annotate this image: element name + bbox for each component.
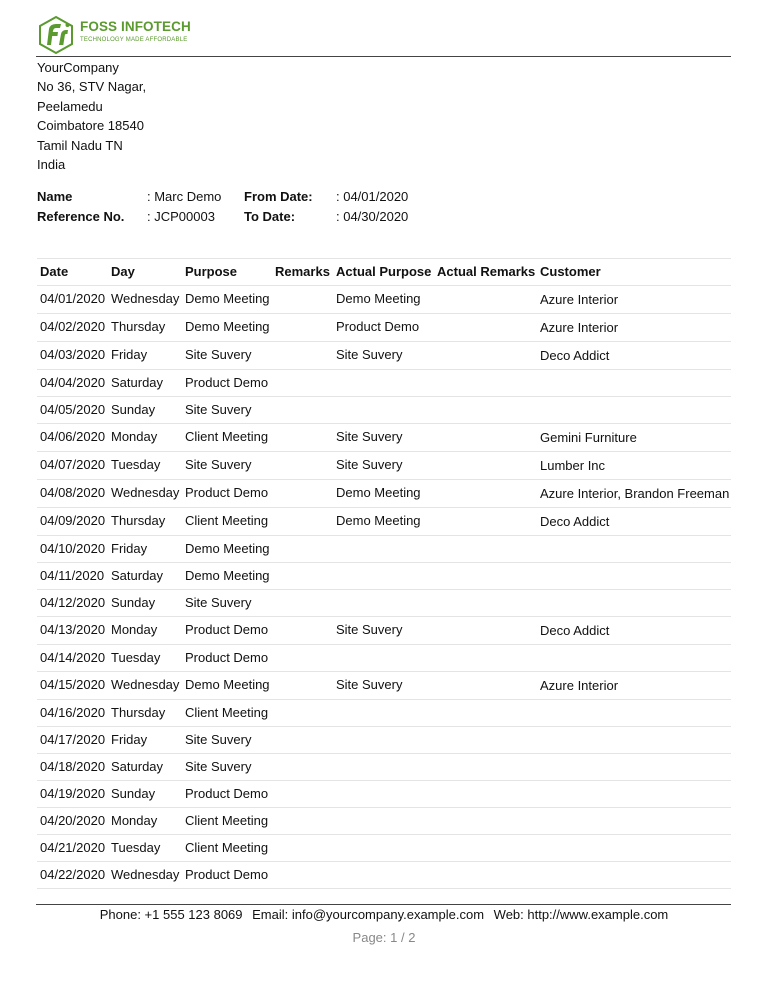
cell-remarks	[272, 370, 333, 397]
header-divider	[36, 56, 731, 57]
to-date-value: : 04/30/2020	[336, 208, 409, 224]
cell-customer: Deco Addict	[537, 617, 731, 645]
name-label: Name	[37, 189, 73, 204]
from-date-value: : 04/01/2020	[336, 189, 409, 204]
cell-actual-purpose	[333, 536, 434, 563]
cell-customer: Deco Addict	[537, 508, 731, 536]
cell-remarks	[272, 590, 333, 617]
address-line: No 36, STV Nagar,	[37, 79, 147, 95]
cell-date: 04/01/2020	[37, 286, 108, 314]
address-line: Peelamedu	[37, 98, 103, 114]
table-row	[37, 672, 731, 700]
cell-remarks	[272, 286, 333, 314]
cell-actual-purpose	[333, 563, 434, 590]
cell-remarks	[272, 397, 333, 424]
cell-customer: Azure Interior	[537, 672, 731, 700]
table-row	[37, 508, 731, 536]
cell-customer	[537, 727, 731, 754]
cell-purpose: Product Demo	[182, 370, 272, 397]
cell-day: Thursday	[108, 700, 182, 727]
cell-date: 04/05/2020	[37, 397, 108, 424]
cell-date: 04/20/2020	[37, 808, 108, 835]
cell-customer	[537, 645, 731, 672]
cell-date: 04/14/2020	[37, 645, 108, 672]
cell-customer: Gemini Furniture	[537, 424, 731, 452]
cell-actual-purpose	[333, 700, 434, 727]
cell-actual-purpose	[333, 370, 434, 397]
cell-customer	[537, 808, 731, 835]
address-line: Tamil Nadu TN	[37, 137, 123, 153]
table-row	[37, 835, 731, 862]
table-row	[37, 781, 731, 808]
cell-customer: Lumber Inc	[537, 452, 731, 480]
cell-date: 04/10/2020	[37, 536, 108, 563]
reference-value: : JCP00003	[147, 208, 215, 224]
cell-day: Wednesday	[108, 480, 182, 508]
cell-day: Wednesday	[108, 286, 182, 314]
table-row	[37, 397, 731, 424]
table-row	[37, 590, 731, 617]
cell-day: Thursday	[108, 508, 182, 536]
cell-day: Thursday	[108, 314, 182, 342]
reference-label: Reference No.	[37, 208, 125, 224]
address-line: India	[37, 156, 66, 172]
cell-date: 04/03/2020	[37, 342, 108, 370]
cell-customer	[537, 536, 731, 563]
cell-day: Tuesday	[108, 452, 182, 480]
cell-actual-purpose: Demo Meeting	[333, 480, 434, 508]
cell-actual-remarks	[434, 286, 537, 314]
cell-actual-remarks	[434, 508, 537, 536]
cell-remarks	[272, 480, 333, 508]
cell-purpose: Client Meeting	[182, 808, 272, 835]
cell-actual-remarks	[434, 370, 537, 397]
cell-purpose: Product Demo	[182, 862, 272, 889]
cell-remarks	[272, 314, 333, 342]
cell-actual-purpose: Demo Meeting	[333, 508, 434, 536]
cell-day: Monday	[108, 424, 182, 452]
table-row	[37, 370, 731, 397]
cell-purpose: Site Suvery	[182, 397, 272, 424]
page-number: Page: 1 / 2	[352, 930, 416, 945]
address-line: Coimbatore 18540	[37, 118, 144, 134]
table-row	[37, 536, 731, 563]
cell-day: Friday	[108, 536, 182, 563]
company-logo-tagline: TECHNOLOGY MADE AFFORDABLE	[80, 37, 188, 43]
cell-date: 04/17/2020	[37, 727, 108, 754]
cell-purpose: Site Suvery	[182, 727, 272, 754]
cell-purpose: Product Demo	[182, 617, 272, 645]
cell-actual-remarks	[434, 645, 537, 672]
cell-customer: Azure Interior, Brandon Freeman	[537, 480, 731, 508]
cell-day: Friday	[108, 727, 182, 754]
cell-actual-purpose	[333, 808, 434, 835]
cell-date: 04/08/2020	[37, 480, 108, 508]
table-row	[37, 480, 731, 508]
cell-actual-purpose	[333, 590, 434, 617]
cell-customer: Azure Interior	[537, 314, 731, 342]
cell-date: 04/12/2020	[37, 590, 108, 617]
cell-actual-remarks	[434, 754, 537, 781]
cell-remarks	[272, 700, 333, 727]
cell-purpose: Demo Meeting	[182, 672, 272, 700]
footer-email: Email: info@yourcompany.example.com	[252, 907, 485, 922]
table-row	[37, 862, 731, 889]
table-header-row	[37, 259, 731, 286]
cell-date: 04/15/2020	[37, 672, 108, 700]
visit-table	[37, 258, 731, 889]
cell-actual-purpose	[333, 727, 434, 754]
cell-remarks	[272, 424, 333, 452]
cell-day: Saturday	[108, 563, 182, 590]
table-row	[37, 754, 731, 781]
table-row	[37, 808, 731, 835]
table-row	[37, 314, 731, 342]
cell-remarks	[272, 808, 333, 835]
column-header-actual-purpose: Actual Purpose	[333, 259, 434, 286]
cell-date: 04/09/2020	[37, 508, 108, 536]
cell-day: Saturday	[108, 370, 182, 397]
cell-date: 04/16/2020	[37, 700, 108, 727]
cell-purpose: Demo Meeting	[182, 286, 272, 314]
cell-actual-purpose: Site Suvery	[333, 424, 434, 452]
cell-purpose: Product Demo	[182, 781, 272, 808]
cell-day: Wednesday	[108, 862, 182, 889]
cell-actual-purpose	[333, 397, 434, 424]
cell-actual-remarks	[434, 672, 537, 700]
cell-actual-remarks	[434, 700, 537, 727]
cell-actual-remarks	[434, 397, 537, 424]
cell-remarks	[272, 727, 333, 754]
footer-website: Web: http://www.example.com	[493, 907, 669, 922]
cell-actual-purpose	[333, 781, 434, 808]
cell-remarks	[272, 645, 333, 672]
column-header-purpose: Purpose	[182, 259, 272, 286]
cell-date: 04/02/2020	[37, 314, 108, 342]
cell-date: 04/06/2020	[37, 424, 108, 452]
cell-actual-remarks	[434, 727, 537, 754]
cell-actual-remarks	[434, 835, 537, 862]
cell-actual-purpose	[333, 862, 434, 889]
cell-actual-purpose: Site Suvery	[333, 342, 434, 370]
table-row	[37, 727, 731, 754]
cell-actual-remarks	[434, 536, 537, 563]
cell-remarks	[272, 617, 333, 645]
cell-remarks	[272, 342, 333, 370]
cell-customer	[537, 835, 731, 862]
company-logo-name: FOSS INFOTECH	[80, 19, 191, 34]
cell-remarks	[272, 862, 333, 889]
cell-actual-remarks	[434, 342, 537, 370]
cell-day: Friday	[108, 342, 182, 370]
cell-remarks	[272, 835, 333, 862]
cell-actual-remarks	[434, 862, 537, 889]
cell-purpose: Client Meeting	[182, 424, 272, 452]
cell-remarks	[272, 672, 333, 700]
cell-date: 04/07/2020	[37, 452, 108, 480]
cell-purpose: Product Demo	[182, 480, 272, 508]
footer-contacts	[0, 907, 768, 922]
cell-customer	[537, 862, 731, 889]
table-row	[37, 617, 731, 645]
cell-day: Sunday	[108, 781, 182, 808]
address-line: YourCompany	[37, 60, 119, 75]
cell-purpose: Client Meeting	[182, 508, 272, 536]
table-row	[37, 452, 731, 480]
cell-customer	[537, 370, 731, 397]
cell-date: 04/22/2020	[37, 862, 108, 889]
table-row	[37, 424, 731, 452]
cell-actual-remarks	[434, 590, 537, 617]
cell-actual-remarks	[434, 452, 537, 480]
cell-customer: Deco Addict	[537, 342, 731, 370]
table-row	[37, 286, 731, 314]
table-row	[37, 342, 731, 370]
cell-purpose: Demo Meeting	[182, 536, 272, 563]
cell-actual-remarks	[434, 617, 537, 645]
cell-customer: Azure Interior	[537, 286, 731, 314]
cell-purpose: Product Demo	[182, 645, 272, 672]
column-header-date: Date	[37, 259, 108, 286]
cell-actual-purpose	[333, 835, 434, 862]
cell-customer	[537, 563, 731, 590]
cell-customer	[537, 590, 731, 617]
cell-date: 04/19/2020	[37, 781, 108, 808]
cell-remarks	[272, 508, 333, 536]
cell-day: Tuesday	[108, 645, 182, 672]
name-value: : Marc Demo	[147, 189, 222, 204]
cell-date: 04/13/2020	[37, 617, 108, 645]
cell-date: 04/18/2020	[37, 754, 108, 781]
cell-actual-remarks	[434, 424, 537, 452]
cell-actual-remarks	[434, 563, 537, 590]
cell-purpose: Site Suvery	[182, 590, 272, 617]
company-logo	[36, 15, 226, 55]
cell-purpose: Site Suvery	[182, 754, 272, 781]
cell-remarks	[272, 536, 333, 563]
cell-customer	[537, 754, 731, 781]
cell-day: Saturday	[108, 754, 182, 781]
cell-actual-purpose: Site Suvery	[333, 617, 434, 645]
cell-purpose: Client Meeting	[182, 700, 272, 727]
cell-remarks	[272, 563, 333, 590]
cell-actual-remarks	[434, 808, 537, 835]
cell-purpose: Client Meeting	[182, 835, 272, 862]
cell-date: 04/21/2020	[37, 835, 108, 862]
cell-actual-purpose: Site Suvery	[333, 452, 434, 480]
cell-day: Wednesday	[108, 672, 182, 700]
cell-actual-remarks	[434, 314, 537, 342]
footer-phone: Phone: +1 555 123 8069	[99, 907, 243, 922]
cell-purpose: Demo Meeting	[182, 314, 272, 342]
cell-actual-remarks	[434, 480, 537, 508]
table-body	[37, 286, 731, 889]
column-header-day: Day	[108, 259, 182, 286]
to-date-label: To Date:	[244, 208, 296, 224]
cell-remarks	[272, 781, 333, 808]
table-row	[37, 700, 731, 727]
cell-day: Sunday	[108, 397, 182, 424]
cell-customer	[537, 700, 731, 727]
cell-date: 04/04/2020	[37, 370, 108, 397]
table-row	[37, 563, 731, 590]
cell-purpose: Demo Meeting	[182, 563, 272, 590]
cell-actual-remarks	[434, 781, 537, 808]
cell-purpose: Site Suvery	[182, 342, 272, 370]
cell-remarks	[272, 452, 333, 480]
cell-purpose: Site Suvery	[182, 452, 272, 480]
cell-actual-purpose	[333, 754, 434, 781]
cell-day: Tuesday	[108, 835, 182, 862]
cell-actual-purpose: Product Demo	[333, 314, 434, 342]
column-header-actual-remarks: Actual Remarks	[434, 259, 537, 286]
cell-day: Monday	[108, 808, 182, 835]
footer-divider	[36, 904, 731, 905]
table-row	[37, 645, 731, 672]
cell-remarks	[272, 754, 333, 781]
cell-customer	[537, 781, 731, 808]
cell-actual-purpose	[333, 645, 434, 672]
company-logo-icon	[36, 15, 76, 55]
column-header-remarks: Remarks	[272, 259, 333, 286]
cell-actual-purpose: Site Suvery	[333, 672, 434, 700]
cell-actual-purpose: Demo Meeting	[333, 286, 434, 314]
from-date-label: From Date:	[244, 189, 313, 204]
cell-day: Sunday	[108, 590, 182, 617]
column-header-customer: Customer	[537, 259, 731, 286]
cell-customer	[537, 397, 731, 424]
cell-date: 04/11/2020	[37, 563, 108, 590]
cell-day: Monday	[108, 617, 182, 645]
company-address	[37, 58, 146, 174]
